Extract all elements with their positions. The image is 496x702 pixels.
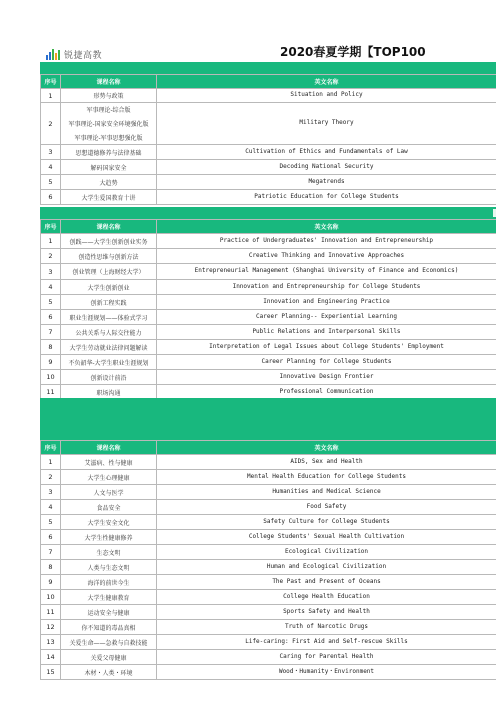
course-name-en: Wood・Humanity・Environment bbox=[157, 665, 496, 680]
course-name-en: Human and Ecological Civilization bbox=[157, 560, 496, 575]
row-number: 3 bbox=[41, 145, 61, 160]
row-number: 1 bbox=[41, 234, 61, 249]
row-number: 2 bbox=[41, 470, 61, 485]
page-title: 2020春夏学期【TOP100 bbox=[280, 45, 426, 59]
column-header-number: 序号 bbox=[41, 441, 61, 455]
column-header-english-name: 英文名称 bbox=[157, 220, 496, 234]
course-name-en: Career Planning for College Students bbox=[157, 355, 496, 370]
table-row bbox=[41, 280, 496, 295]
course-name-en: College Health Education bbox=[157, 590, 496, 605]
table-row bbox=[41, 500, 496, 515]
course-name-cn: 人类与生态文明 bbox=[61, 560, 157, 575]
course-name-cn: 创新工程实践 bbox=[61, 295, 157, 310]
table-row bbox=[41, 635, 496, 650]
course-name-cn: 艾滋病、性与健康 bbox=[61, 455, 157, 470]
course-name-cn: 职场沟通 bbox=[61, 385, 157, 400]
logo-text: 锐捷高教 bbox=[64, 50, 103, 61]
table-header-row bbox=[41, 75, 496, 89]
course-name-cn: 运动安全与健康 bbox=[61, 605, 157, 620]
table-row bbox=[41, 340, 496, 355]
row-number: 3 bbox=[41, 264, 61, 280]
course-name-en: Truth of Narcotic Drugs bbox=[157, 620, 496, 635]
table-row bbox=[41, 295, 496, 310]
row-number: 14 bbox=[41, 650, 61, 665]
course-name-en: AIDS, Sex and Health bbox=[157, 455, 496, 470]
column-header-english-name: 英文名称 bbox=[157, 441, 496, 455]
table-row bbox=[41, 665, 496, 680]
row-number: 12 bbox=[41, 620, 61, 635]
course-name-cn: 大学生健康教育 bbox=[61, 590, 157, 605]
row-number: 5 bbox=[41, 175, 61, 190]
course-name-cn: 生态文明 bbox=[61, 545, 157, 560]
course-name-cn: 大学生心理健康 bbox=[61, 470, 157, 485]
course-name-cn: 大学生爱国教育十讲 bbox=[61, 190, 157, 205]
course-name-en: Military Theory bbox=[157, 103, 496, 145]
column-header-number: 序号 bbox=[41, 75, 61, 89]
table-row bbox=[41, 370, 496, 385]
course-name-en: Sports Safety and Health bbox=[157, 605, 496, 620]
course-name-cn: 你不知道的毒品真相 bbox=[61, 620, 157, 635]
course-name-cn: 创践——大学生创新创业实务 bbox=[61, 234, 157, 249]
course-name-en: Entrepreneurial Management (Shanghai University of Finance and Economics) bbox=[157, 264, 496, 280]
row-number: 8 bbox=[41, 340, 61, 355]
table-row bbox=[41, 355, 496, 370]
table-row bbox=[41, 89, 496, 103]
row-number: 2 bbox=[41, 103, 61, 145]
course-name-cn: 形势与政策 bbox=[61, 89, 157, 103]
row-number: 2 bbox=[41, 249, 61, 264]
table-row bbox=[41, 590, 496, 605]
column-header-course-name: 课程名称 bbox=[61, 220, 157, 234]
course-name-en: College Students' Sexual Health Cultivation bbox=[157, 530, 496, 545]
course-name-en: Situation and Policy bbox=[157, 89, 496, 103]
row-number: 5 bbox=[41, 515, 61, 530]
row-number: 7 bbox=[41, 545, 61, 560]
course-name-en: Innovative Design Frontier bbox=[157, 370, 496, 385]
course-name-en: Career Planning-- Experiential Learning bbox=[157, 310, 496, 325]
row-number: 1 bbox=[41, 455, 61, 470]
table-row bbox=[41, 545, 496, 560]
course-name-cn: 创业管理（上海财经大学） bbox=[61, 264, 157, 280]
course-name-cn: 大趋势 bbox=[61, 175, 157, 190]
table-row bbox=[41, 249, 496, 264]
course-name-en: Safety Culture for College Students bbox=[157, 515, 496, 530]
table-row bbox=[41, 190, 496, 205]
logo-bars-icon bbox=[46, 48, 60, 60]
course-name-en: Caring for Parental Health bbox=[157, 650, 496, 665]
course-name-cn: 大学生创新创业 bbox=[61, 280, 157, 295]
course-name-cn: 创造性思维与创新方法 bbox=[61, 249, 157, 264]
row-number: 3 bbox=[41, 485, 61, 500]
course-name-cn: 海洋的前世今生 bbox=[61, 575, 157, 590]
table-row bbox=[41, 605, 496, 620]
section-band bbox=[40, 207, 496, 219]
course-table-2 bbox=[40, 219, 496, 400]
course-name-cn: 不负韶华-大学生职业生涯规划 bbox=[61, 355, 157, 370]
course-name-cn: 军事理论-综合版 bbox=[61, 103, 157, 117]
course-name-en: Creative Thinking and Innovative Approaches bbox=[157, 249, 496, 264]
course-name-cn: 大学生劳动就业法律问题解读 bbox=[61, 340, 157, 355]
course-name-cn: 公共关系与人际交往能力 bbox=[61, 325, 157, 340]
course-name-en: Life-caring: First Aid and Self-rescue Skills bbox=[157, 635, 496, 650]
course-name-en: Cultivation of Ethics and Fundamentals of Law bbox=[157, 145, 496, 160]
course-name-cn: 大学生安全文化 bbox=[61, 515, 157, 530]
row-number: 4 bbox=[41, 500, 61, 515]
course-name-cn: 思想道德修养与法律基础 bbox=[61, 145, 157, 160]
table-row bbox=[41, 620, 496, 635]
row-number: 10 bbox=[41, 370, 61, 385]
course-name-en: The Past and Present of Oceans bbox=[157, 575, 496, 590]
course-name-en: Innovation and Engineering Practice bbox=[157, 295, 496, 310]
table-row bbox=[41, 175, 496, 190]
course-name-cn: 军事理论-军事思想强化版 bbox=[61, 131, 157, 145]
table-row bbox=[41, 310, 496, 325]
course-name-cn: 关爱父母健康 bbox=[61, 650, 157, 665]
course-name-en: Mental Health Education for College Students bbox=[157, 470, 496, 485]
row-number: 13 bbox=[41, 635, 61, 650]
course-table-3 bbox=[40, 440, 496, 680]
course-name-en: Patriotic Education for College Students bbox=[157, 190, 496, 205]
row-number: 6 bbox=[41, 190, 61, 205]
row-number: 11 bbox=[41, 385, 61, 400]
row-number: 9 bbox=[41, 355, 61, 370]
table-row bbox=[41, 530, 496, 545]
row-number: 4 bbox=[41, 160, 61, 175]
course-name-cn: 解码国家安全 bbox=[61, 160, 157, 175]
brand-logo bbox=[46, 46, 102, 62]
row-number: 8 bbox=[41, 560, 61, 575]
row-number: 9 bbox=[41, 575, 61, 590]
table-row bbox=[41, 650, 496, 665]
row-number: 6 bbox=[41, 310, 61, 325]
course-name-cn: 人文与医学 bbox=[61, 485, 157, 500]
row-number: 5 bbox=[41, 295, 61, 310]
course-name-en: Humanities and Medical Science bbox=[157, 485, 496, 500]
course-name-en: Interpretation of Legal Issues about College Students' Employment bbox=[157, 340, 496, 355]
course-name-en: Ecological Civilization bbox=[157, 545, 496, 560]
column-header-course-name: 课程名称 bbox=[61, 75, 157, 89]
course-name-cn: 木材・人类・环境 bbox=[61, 665, 157, 680]
row-number: 4 bbox=[41, 280, 61, 295]
course-name-en: Practice of Undergraduates' Innovation and Entrepreneurship bbox=[157, 234, 496, 249]
course-name-en: Innovation and Entrepreneurship for College Students bbox=[157, 280, 496, 295]
course-name-en: Public Relations and Interpersonal Skills bbox=[157, 325, 496, 340]
table-row bbox=[41, 515, 496, 530]
table-header-row bbox=[41, 441, 496, 455]
row-number: 15 bbox=[41, 665, 61, 680]
column-header-number: 序号 bbox=[41, 220, 61, 234]
table-header-row bbox=[41, 220, 496, 234]
header-band bbox=[40, 62, 496, 74]
section-band bbox=[40, 398, 496, 440]
table-row bbox=[41, 485, 496, 500]
row-number: 11 bbox=[41, 605, 61, 620]
table-row bbox=[41, 575, 496, 590]
table-row bbox=[41, 103, 496, 117]
table-row bbox=[41, 470, 496, 485]
course-name-en: Megatrends bbox=[157, 175, 496, 190]
table-row bbox=[41, 160, 496, 175]
column-header-english-name: 英文名称 bbox=[157, 75, 496, 89]
table-row bbox=[41, 560, 496, 575]
table-row bbox=[41, 145, 496, 160]
course-table-1 bbox=[40, 74, 496, 205]
table-row bbox=[41, 325, 496, 340]
course-name-cn: 大学生性健康修养 bbox=[61, 530, 157, 545]
course-name-en: Professional Communication bbox=[157, 385, 496, 400]
row-number: 10 bbox=[41, 590, 61, 605]
table-row bbox=[41, 264, 496, 280]
course-name-en: Food Safety bbox=[157, 500, 496, 515]
course-name-cn: 食品安全 bbox=[61, 500, 157, 515]
row-number: 6 bbox=[41, 530, 61, 545]
course-name-cn: 关爱生命——急救与自救技能 bbox=[61, 635, 157, 650]
row-number: 7 bbox=[41, 325, 61, 340]
course-name-cn: 职业生涯规划——体验式学习 bbox=[61, 310, 157, 325]
table-row bbox=[41, 234, 496, 249]
row-number: 1 bbox=[41, 89, 61, 103]
course-name-cn: 创新设计前沿 bbox=[61, 370, 157, 385]
course-name-en: Decoding National Security bbox=[157, 160, 496, 175]
table-row bbox=[41, 455, 496, 470]
course-name-cn: 军事理论-国家安全环境强化版 bbox=[61, 117, 157, 131]
column-header-course-name: 课程名称 bbox=[61, 441, 157, 455]
